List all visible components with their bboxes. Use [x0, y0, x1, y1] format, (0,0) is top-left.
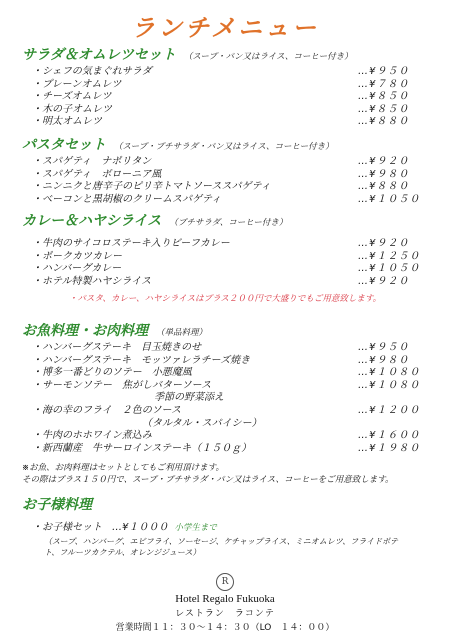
section-kids	[22, 494, 442, 558]
set-option-note-line1: ※お魚、お肉料理はセットとしてもご利用頂けます。	[22, 463, 224, 473]
menu-item-name: ・チーズオムレツ	[32, 91, 112, 103]
section-subtitle: （プチサラダ、コーヒー付き）	[169, 218, 288, 228]
section-title: サラダ＆オムレツセット	[22, 47, 176, 63]
menu-item-price: …¥９２０	[358, 275, 410, 287]
menu-item-price: …¥１２００	[358, 404, 421, 416]
menu-item-name: ・ホテル特製ハヤシライス	[32, 275, 151, 287]
menu-item-name: ・スパゲティ ボローニア風	[32, 168, 162, 180]
menu-item-price: …¥９２０	[358, 238, 410, 249]
menu-item-name: ・スパゲティ ナポリタン	[32, 156, 152, 167]
menu-item	[32, 116, 442, 129]
menu-item-price: …¥１０５０	[358, 193, 421, 205]
business-hours: 営業時間１１：３０～１４：３０（LO １４：００）	[115, 623, 335, 633]
menu-item-price: …¥９２０	[358, 156, 410, 167]
menu-item-price: …¥９８０	[358, 354, 410, 366]
section-title: お子様料理	[22, 497, 92, 513]
footer	[0, 573, 450, 633]
hotel-name: Hotel Regalo Fukuoka	[175, 593, 275, 605]
menu-item	[32, 392, 442, 405]
kids-set-item	[32, 518, 442, 533]
menu-item-list	[32, 342, 442, 455]
menu-item-price: …¥８８０	[358, 116, 410, 128]
menu-item	[32, 263, 442, 276]
set-option-note	[22, 462, 394, 486]
kids-set-detail: （スープ、ハンバーグ、エビフライ、ソーセージ、ケチャップライス、ミニオムレツ、フライドポテト、フルーツカクテル、オレンジジュース）	[44, 537, 398, 557]
menu-item	[32, 194, 442, 207]
section-subtitle: （スープ・プチサラダ・パン又はライス、コーヒー付き）	[114, 142, 334, 152]
section-title: カレー＆ハヤシライス	[22, 213, 162, 229]
kids-set-label: ・お子様セット …¥１０００	[32, 522, 169, 533]
menu-item-list	[32, 66, 442, 129]
menu-item-name: （タルタル・スパイシー）	[142, 417, 262, 429]
menu-item	[32, 104, 442, 117]
section-title: お魚料理・お肉料理	[22, 323, 148, 339]
menu-item	[32, 79, 442, 92]
menu-item-name: 季節の野菜添え	[154, 392, 224, 404]
menu-item-name: ・ハンバーグステーキ 目玉焼きのせ	[32, 342, 201, 353]
restaurant-name: レストラン ラコンテ	[175, 609, 275, 619]
menu-item-name: ・プレーンオムレツ	[32, 78, 122, 90]
large-portion-note: ・パスタ、カレー、ハヤシライスはプラス２００円で大盛りでもご用意致します。	[68, 294, 382, 304]
menu-item-list	[32, 238, 442, 288]
page-title: ランチメニュー	[130, 14, 320, 42]
menu-item-name: ・ハンバーグステーキ モッツァレラチーズ焼き	[32, 354, 251, 366]
section-title: パスタセット	[22, 137, 106, 153]
menu-item	[32, 367, 442, 380]
menu-item-price: …¥９５０	[358, 66, 410, 77]
set-option-note-line2: その際はプラス１５０円で、スープ・プチサラダ・パン又はライス、コーヒーをご用意致します。	[22, 475, 394, 485]
menu-item-name: ・ベーコンと黒胡椒のクリームスパゲティ	[32, 193, 222, 205]
menu-item-price: …¥８５０	[358, 91, 410, 103]
logo-letter: R	[221, 577, 229, 587]
menu-item-name: ・ポークカツカレー	[32, 250, 122, 262]
menu-item-name: ・海の幸のフライ ２色のソース	[32, 404, 181, 416]
menu-item-name: ・明太オムレツ	[32, 116, 102, 128]
menu-item-price: …¥９５０	[358, 342, 410, 353]
menu-item-price: …¥９８０	[358, 168, 410, 180]
menu-item	[32, 156, 442, 169]
menu-item-list	[32, 156, 442, 206]
menu-item-price: …¥８８０	[358, 181, 410, 193]
menu-item-name: ・ハンバーグカレー	[32, 263, 122, 275]
menu-item-price: …¥１０５０	[358, 263, 421, 275]
menu-item-name: ・新西蘭産 牛サーロインステーキ（１５０ｇ）	[32, 442, 252, 454]
menu-item	[32, 430, 442, 443]
menu-item-price: …¥１６００	[358, 430, 421, 442]
menu-item	[32, 418, 442, 431]
menu-item-price: …¥１０８０	[358, 379, 421, 391]
menu-item	[32, 181, 442, 194]
menu-item-name: ・シェフの気まぐれサラダ	[32, 66, 152, 77]
section-salad-omelette	[22, 44, 442, 129]
hotel-logo-icon	[216, 573, 234, 591]
menu-item	[32, 443, 442, 456]
section-subtitle: （スープ・パン又はライス、コーヒー付き）	[183, 52, 353, 62]
menu-item	[32, 355, 442, 368]
menu-item	[32, 405, 442, 418]
menu-item-price: …¥７８０	[358, 78, 410, 90]
menu-item	[32, 276, 442, 289]
section-curry-hayashi	[22, 210, 442, 288]
kids-age-note: 小学生まで	[174, 523, 217, 533]
menu-item-name: ・博多一番どりのソテー 小悪魔風	[32, 367, 192, 379]
menu-item	[32, 342, 442, 355]
menu-item-price: …¥１０８０	[358, 367, 421, 379]
menu-item	[32, 169, 442, 182]
section-subtitle: （単品料理）	[156, 328, 208, 338]
menu-item	[32, 380, 442, 393]
menu-item-price: …¥１２５０	[358, 250, 421, 262]
section-fish-meat	[22, 320, 442, 455]
menu-item	[32, 66, 442, 79]
menu-item-price: …¥１９８０	[358, 442, 421, 454]
menu-item-price: …¥８５０	[358, 103, 410, 115]
menu-item	[32, 91, 442, 104]
menu-item-name: ・牛肉のサイコロステーキ入りビーフカレー	[32, 238, 230, 249]
menu-item	[32, 238, 442, 251]
section-pasta	[22, 134, 442, 206]
menu-item-name: ・木の子オムレツ	[32, 103, 112, 115]
menu-item-name: ・ニンニクと唐辛子のピリ辛トマトソーススパゲティ	[32, 181, 271, 193]
menu-item-name: ・サーモンソテー 焦がしバターソース	[32, 379, 212, 391]
menu-item	[32, 251, 442, 264]
menu-item-name: ・牛肉のホホワイン煮込み	[32, 430, 152, 442]
